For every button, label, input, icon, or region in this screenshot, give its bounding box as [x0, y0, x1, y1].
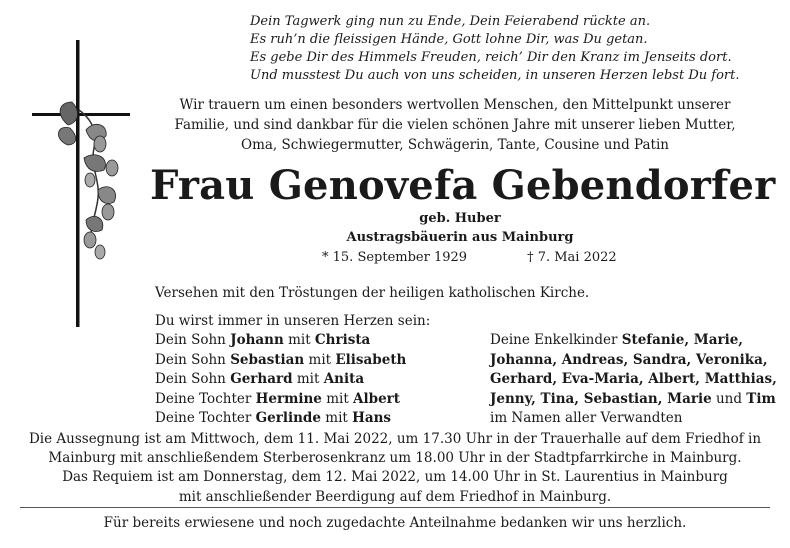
family-row: Deine Tochter Gerlinde mit Hans: [155, 410, 392, 426]
intro-line: Oma, Schwiegermutter, Schwägerin, Tante, Cousine und Patin: [241, 137, 669, 153]
service-line: mit anschließender Beerdigung auf dem Friedhof in Mainburg.: [178, 488, 612, 505]
maiden-name: geb. Huber: [419, 211, 501, 226]
life-dates: [322, 249, 617, 267]
deceased-name: Frau Genovefa Gebendorfer: [150, 162, 776, 209]
poem-line: Es ruh’n die fleissigen Hände, Gott lohne Dir, was Du getan.: [250, 32, 648, 47]
service-info: [0, 430, 790, 507]
family-row: Johanna, Andreas, Sandra, Veronika,: [490, 351, 768, 368]
family-list-left: [155, 331, 406, 429]
poem-line: Dein Tagwerk ging nun zu Ende, Dein Feierabend rückte an.: [250, 14, 651, 29]
occupation: Austragsbäuerin aus Mainburg: [346, 230, 574, 245]
family-row: Dein Sohn Johann mit Christa: [155, 332, 371, 348]
intro-line: Wir trauern um einen besonders wertvollen Menschen, den Mittelpunkt unserer: [179, 97, 731, 113]
family-row: Gerhard, Eva-Maria, Albert, Matthias,: [490, 371, 777, 387]
birth-date: * 15. September 1929: [322, 250, 468, 265]
death-date: † 7. Mai 2022: [527, 250, 617, 265]
family-list-right: [490, 331, 777, 429]
poem: [0, 13, 790, 85]
family-row: Dein Sohn Gerhard mit Anita: [155, 371, 365, 387]
service-line: Das Requiem ist am Donnerstag, dem 12. Mai 2022, um 14.00 Uhr in St. Laurentius in Mainburg: [62, 469, 728, 486]
divider: [20, 507, 770, 508]
family-row: Deine Tochter Hermine mit Albert: [155, 390, 401, 407]
service-line: Die Aussegnung ist am Mittwoch, dem 11. Mai 2022, um 17.30 Uhr in der Trauerhalle auf dem Friedhof in: [28, 431, 762, 447]
family-row: Dein Sohn Sebastian mit Elisabeth: [155, 351, 407, 368]
intro-line: Familie, und sind dankbar für die vielen schönen Jahre mit unserer lieben Mutter,: [174, 117, 736, 133]
poem-line: Es gebe Dir des Himmels Freuden, reich’ Dir den Kranz im Jenseits dort.: [250, 50, 732, 65]
sacrament-line: Versehen mit den Tröstungen der heiligen katholischen Kirche.: [155, 285, 590, 301]
family-row: Deine Enkelkinder Stefanie, Marie,: [490, 332, 744, 348]
service-line: Mainburg mit anschließendem Sterberosenkranz um 18.00 Uhr in der Stadtpfarrkirche in Mainburg.: [48, 450, 742, 467]
family-row: im Namen aller Verwandten: [490, 410, 683, 426]
intro-text: [160, 95, 750, 155]
thanks-line: Für bereits erwiesene und noch zugedachte Anteilnahme bedanken wir uns herzlich.: [103, 515, 687, 531]
family-row: Jenny, Tina, Sebastian, Marie und Tim: [490, 390, 776, 407]
poem-line: Und musstest Du auch von uns scheiden, in unseren Herzen lebst Du fort.: [250, 68, 740, 83]
hearts-line: Du wirst immer in unseren Herzen sein:: [155, 313, 431, 329]
